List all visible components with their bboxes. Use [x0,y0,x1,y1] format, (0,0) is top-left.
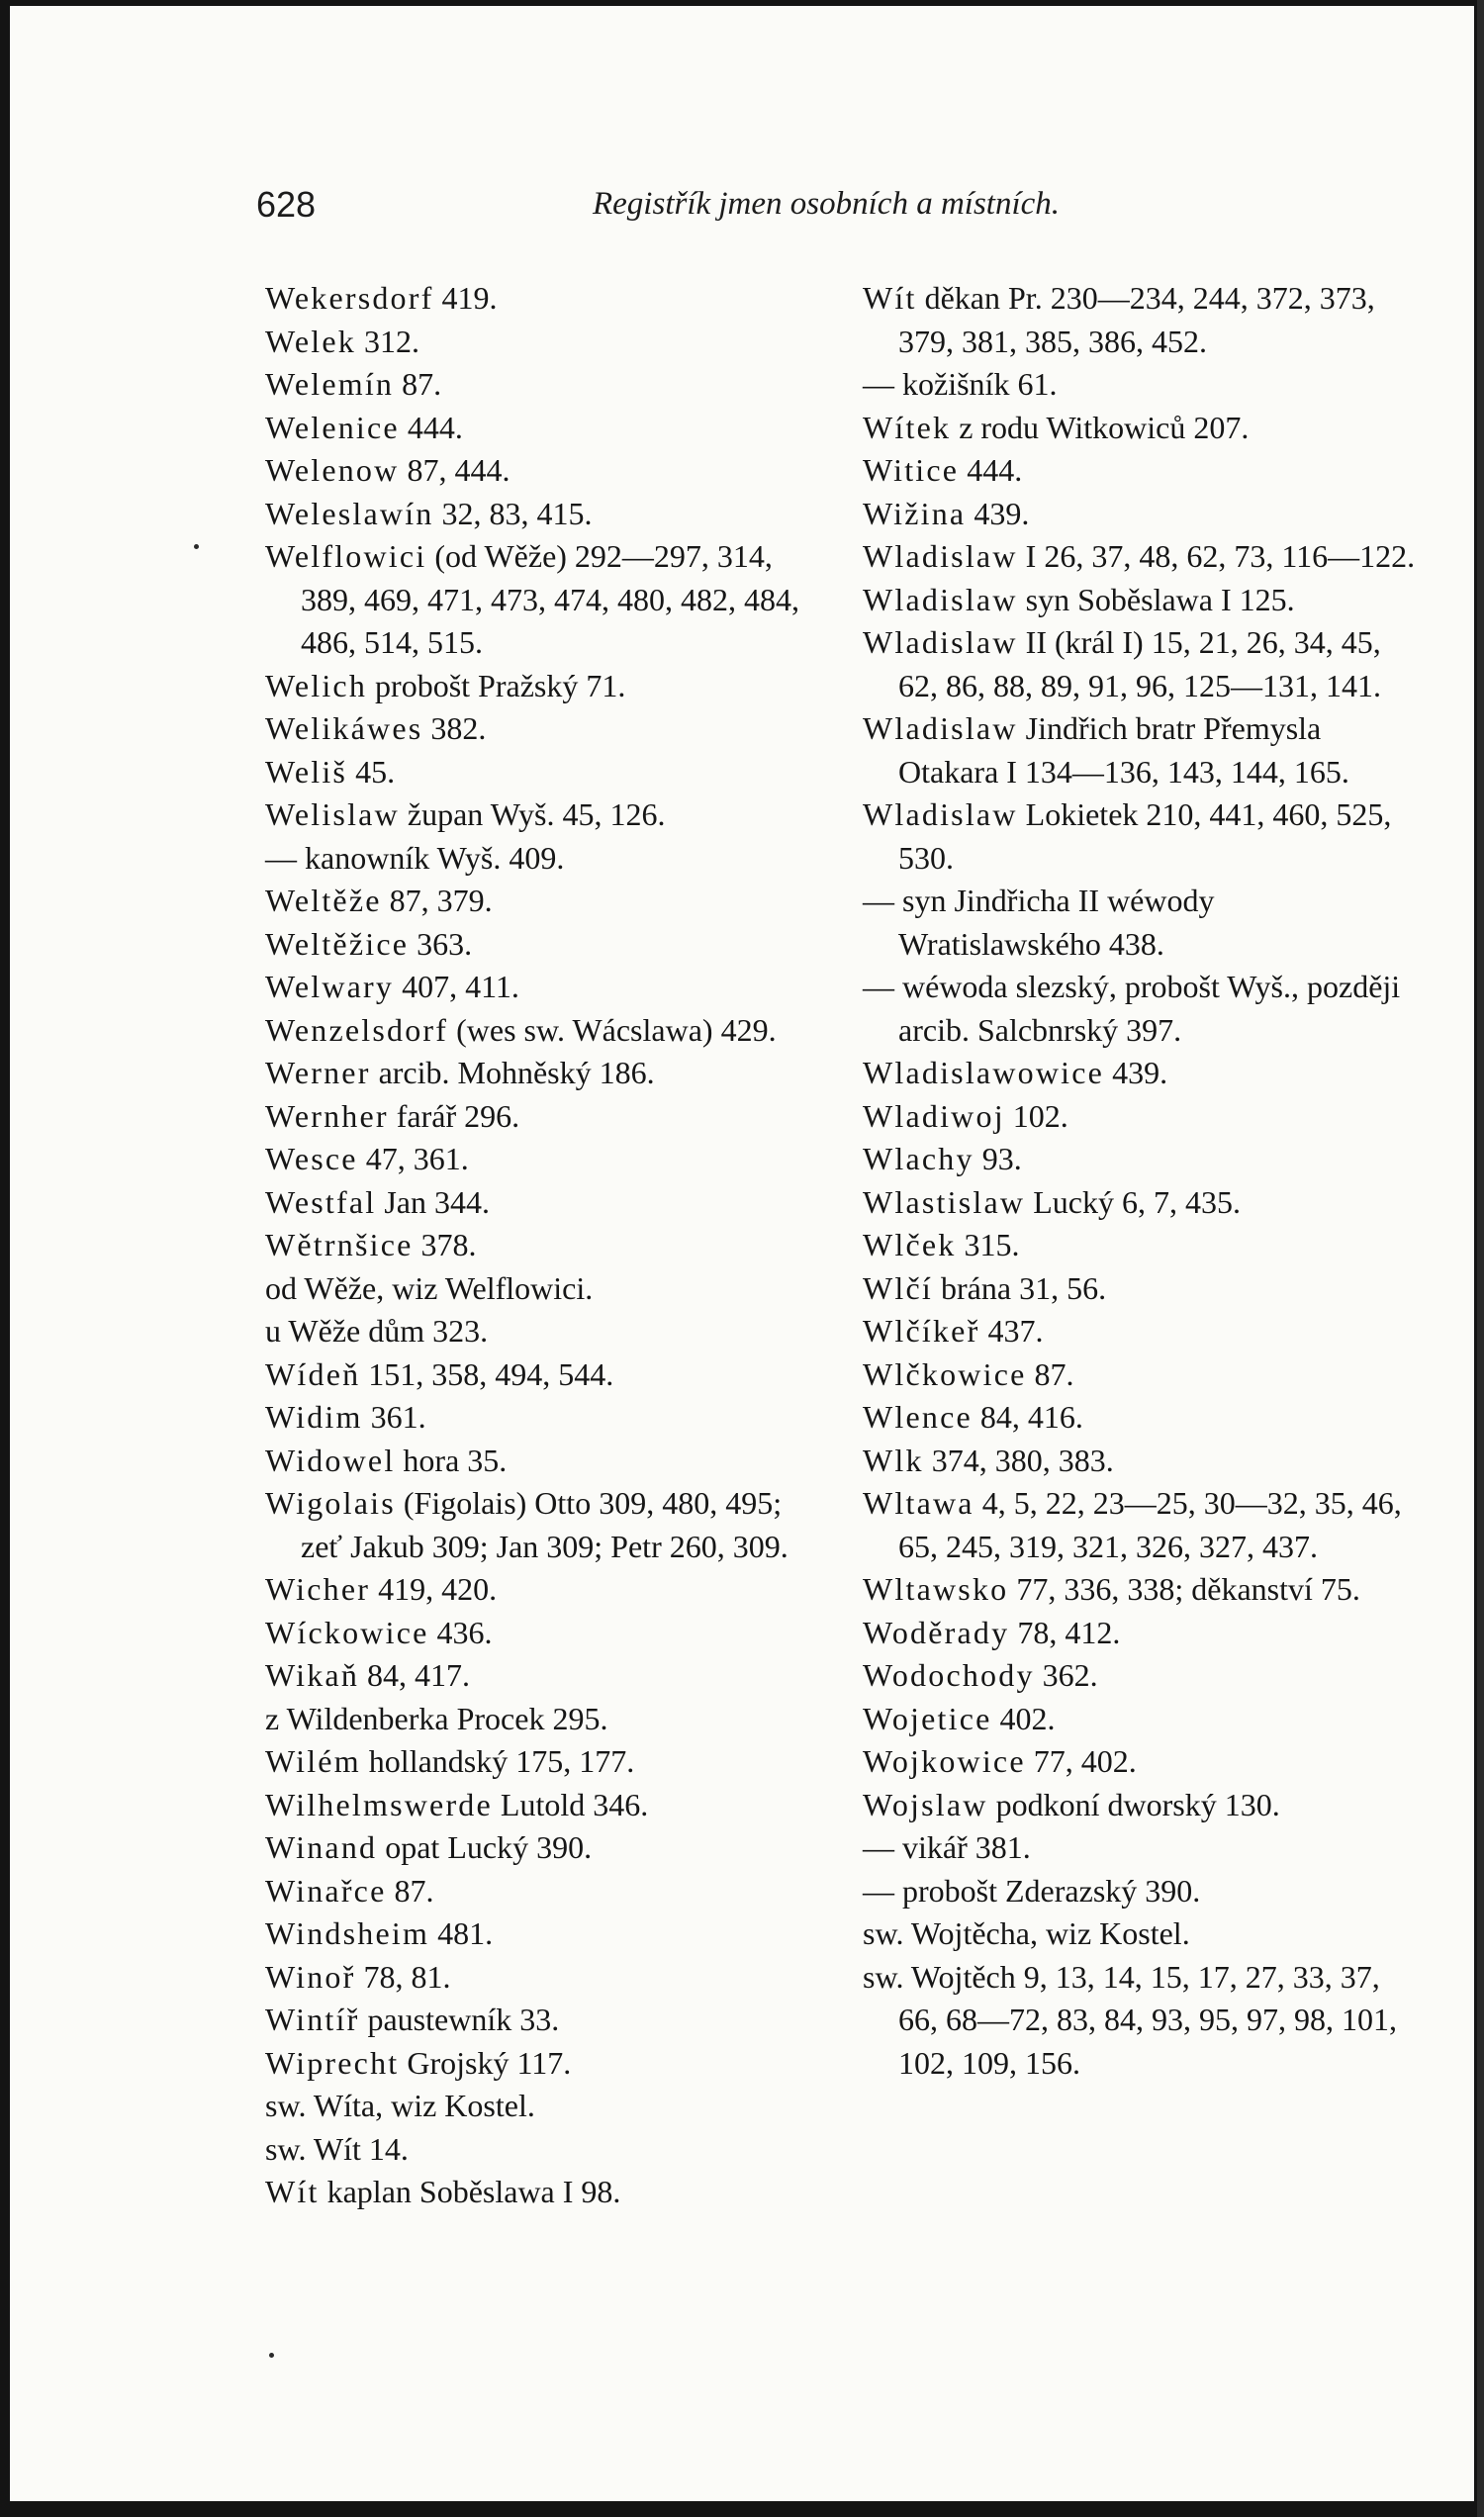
index-entry [265,1138,824,1181]
index-entry [265,1698,824,1741]
entry-references: — syn Jindřicha II wéwody Wratislawského 438. [863,883,1215,962]
page-header [256,184,1374,233]
entry-headword: Wladislaw [863,624,1018,660]
entry-references: 84, 417. [359,1657,471,1693]
index-entry [863,1482,1417,1568]
entry-headword: Welemín [265,366,395,402]
index-entry [863,1181,1417,1225]
entry-headword: Wladislaw [863,710,1018,746]
index-entry [265,1267,824,1311]
index-entry [265,793,824,837]
index-entry [265,1396,824,1440]
index-entry [863,1396,1417,1440]
entry-headword: Wintíř [265,2002,360,2037]
entry-references: arcib. Mohněský 186. [370,1055,655,1090]
entry-references: 402. [991,1700,1056,1736]
index-entry [265,1826,824,1870]
index-entry [265,966,824,1009]
entry-references: II (král I) 15, 21, 26, 34, 45, 62, 86, 88, 89, 91, 96, 125—131, 141. [898,624,1381,703]
entry-references: brána 31, 56. [933,1269,1107,1306]
index-entry [265,1784,824,1827]
entry-references: 312. [355,323,419,359]
entry-references: Jindřich bratr Přemysla Otakara I 134—136, 143, 144, 165. [898,710,1349,790]
index-entry [265,1353,824,1397]
index-entry [265,707,824,751]
index-entry [863,1740,1417,1784]
entry-references: podkoní dworský 130. [987,1786,1280,1822]
entry-references: 4, 5, 22, 23—25, 30—32, 35, 46, 65, 245, 319, 321, 326, 327, 437. [898,1485,1402,1564]
entry-references: u Wěže dům 323. [265,1313,489,1349]
entry-references: Jan 344. [376,1183,490,1220]
entry-headword: Welenice [265,409,400,445]
entry-headword: Woděrady [863,1614,1010,1650]
entry-references: z Wildenberka Procek 295. [265,1700,608,1736]
index-entry [265,1181,824,1225]
index-entry [265,535,824,665]
entry-references: hora 35. [395,1442,508,1478]
index-entry [863,1654,1417,1698]
entry-references: 84, 416. [972,1399,1083,1435]
index-entry [863,1784,1417,1827]
entry-headword: Wíckowice [265,1614,429,1650]
index-entry [863,1267,1417,1311]
entry-references: 419. [433,280,498,316]
index-entry [265,1482,824,1568]
entry-references: 481. [429,1915,494,1951]
entry-references: probošt Pražský 71. [367,667,626,703]
entry-references: 439. [1104,1055,1168,1090]
entry-references: Grojský 117. [399,2044,572,2081]
entry-references: 151, 358, 494, 544. [360,1355,614,1392]
entry-headword: Wenzelsdorf [265,1011,449,1048]
entry-headword: Weltěžice [265,925,410,962]
index-entry [863,1912,1417,1956]
index-entry [265,923,824,967]
index-entry [265,407,824,450]
index-entry [265,1568,824,1612]
entry-references: 93. [974,1141,1022,1176]
entry-headword: Wladislaw [863,538,1018,574]
index-entry [265,1999,824,2042]
entry-references: — vikář 381. [863,1829,1031,1865]
index-entry [863,363,1417,407]
entry-references: 87, 379. [381,883,493,918]
index-entry [265,2042,824,2086]
entry-references: župan Wyš. 45, 126. [399,796,666,832]
entry-headword: Winařce [265,1872,387,1909]
entry-headword: Wladislawowice [863,1055,1105,1090]
index-entry [863,966,1417,1052]
entry-headword: Wilém [265,1743,361,1779]
index-entry [265,1912,824,1956]
scan-edge [1477,0,1484,2517]
entry-references: 439. [966,495,1030,531]
entry-headword: Wídeň [265,1355,361,1392]
entry-headword: Wítek [863,409,952,445]
entry-references: 382. [422,710,487,746]
entry-headword: Welenow [265,452,400,488]
entry-references: Lucký 6, 7, 435. [1025,1183,1241,1220]
index-entry [863,1224,1417,1267]
entry-references: farář 296. [388,1097,520,1134]
index-entry [265,665,824,708]
entry-headword: Weliš [265,753,348,790]
entry-references: 87. [386,1872,434,1909]
index-entry [265,2171,824,2214]
entry-headword: Wít [265,2174,320,2209]
index-entry [265,1095,824,1139]
entry-references: Lokietek 210, 441, 460, 525, 530. [898,796,1392,876]
entry-references: 87. [1026,1355,1074,1392]
index-entry [265,1440,824,1483]
entry-headword: Wilhelmswerde [265,1786,493,1822]
entry-references: — probošt Zderazský 390. [863,1872,1201,1909]
speck-mark [269,2353,274,2358]
entry-headword: Wiprecht [265,2044,400,2081]
entry-references: 315. [956,1227,1020,1262]
entry-headword: Welflowici [265,538,427,574]
index-entry [863,1568,1417,1612]
entry-headword: Winand [265,1829,378,1865]
entry-headword: Weleslawín [265,495,434,531]
index-entry [265,1052,824,1095]
entry-references: sw. Wojtěcha, wiz Kostel. [863,1915,1190,1951]
entry-headword: Wltawa [863,1485,974,1521]
entry-references: 361. [362,1399,426,1435]
entry-headword: Wlastislaw [863,1183,1026,1220]
index-entry [863,1698,1417,1741]
index-entry [265,1009,824,1053]
index-entry [265,1740,824,1784]
entry-references: 419, 420. [370,1571,498,1607]
entry-headword: Wlčí [863,1269,933,1306]
index-entry [863,579,1417,622]
index-entry [265,493,824,536]
entry-headword: Wltawsko [863,1571,1009,1607]
entry-headword: Welich [265,667,368,703]
index-entry [265,449,824,493]
index-entry [863,707,1417,793]
entry-references: od Wěže, wiz Welflowici. [265,1269,594,1306]
entry-headword: Welwary [265,969,395,1004]
entry-headword: Wladislaw [863,796,1018,832]
entry-headword: Wlk [863,1442,924,1478]
index-entry [863,1956,1417,2086]
entry-headword: Werner [265,1055,371,1090]
page-number: 628 [256,184,317,225]
entry-references: — kanowník Wyš. 409. [265,839,565,876]
entry-headword: Weltěže [265,883,382,918]
entry-references: sw. Wojtěch 9, 13, 14, 15, 17, 27, 33, 37, 66, 68—72, 83, 84, 93, 95, 97, 98, 101, 102, 109, 156. [863,1958,1397,2081]
index-entry [265,1870,824,1913]
entry-references: 77, 402. [1025,1743,1137,1779]
entry-headword: Wojkowice [863,1743,1026,1779]
entry-references: Lutold 346. [492,1786,649,1822]
index-entry [265,1310,824,1353]
entry-references: — kožišník 61. [863,366,1058,402]
entry-references: 78, 81. [355,1958,451,1995]
entry-references: sw. Wít 14. [265,2130,409,2167]
entry-references: opat Lucký 390. [377,1829,593,1865]
entry-headword: Wlček [863,1227,957,1262]
entry-references: 87, 444. [399,452,510,488]
entry-references: 436. [428,1614,493,1650]
index-entry [863,1138,1417,1181]
entry-headword: Widim [265,1399,363,1435]
entry-headword: Wernher [265,1097,389,1134]
entry-headword: Witice [863,452,960,488]
entry-headword: Wesce [265,1141,358,1176]
entry-headword: Widowel [265,1442,396,1478]
entry-references: syn Soběslawa I 125. [1017,581,1295,617]
index-entry [265,751,824,794]
index-entry [863,1353,1417,1397]
entry-references: 78, 412. [1009,1614,1121,1650]
entry-headword: Wikaň [265,1657,360,1693]
entry-references: I 26, 37, 48, 62, 73, 116—122. [1017,538,1416,574]
index-entry [863,1310,1417,1353]
entry-references: 374, 380, 383. [923,1442,1114,1478]
entry-references: děkan Pr. 230—234, 244, 372, 373, 379, 381, 385, 386, 452. [898,280,1375,359]
entry-headword: Welek [265,323,356,359]
entry-headword: Wigolais [265,1485,396,1521]
entry-headword: Welikáwes [265,710,423,746]
entry-references: 47, 361. [357,1141,469,1176]
entry-headword: Westfal [265,1183,377,1220]
index-entry [863,621,1417,707]
index-entry [265,1956,824,2000]
index-entry [265,1224,824,1267]
index-entry [265,363,824,407]
entry-references: (wes sw. Wácslawa) 429. [448,1011,777,1048]
entry-references: 378. [413,1227,477,1262]
entry-headword: Wlčkowice [863,1355,1027,1392]
entry-references: — wéwoda slezský, probošt Wyš., později arcib. Salcbnrský 397. [863,969,1401,1048]
index-entry [863,1870,1417,1913]
entry-headword: Welislaw [265,796,400,832]
entry-headword: Wodochody [863,1657,1035,1693]
entry-references: 32, 83, 415. [433,495,593,531]
entry-references: paustewník 33. [359,2002,560,2037]
entry-headword: Wižina [863,495,967,531]
entry-references: (Figolais) Otto 309, 480, 495; zeť Jakub 309; Jan 309; Petr 260, 309. [301,1485,788,1564]
entry-references: z rodu Witkowiců 207. [951,409,1250,445]
index-entry [863,1095,1417,1139]
entry-references: 437. [979,1313,1044,1349]
entry-headword: Wicher [265,1571,371,1607]
entry-headword: Wladiwoj [863,1097,1005,1134]
entry-references: 363. [409,925,473,962]
index-entry [863,1052,1417,1095]
index-entry [863,407,1417,450]
index-entry [265,2128,824,2172]
entry-headword: Wojslaw [863,1786,988,1822]
entry-headword: Wojetice [863,1700,992,1736]
entry-references: 87. [394,366,442,402]
entry-references: (od Wěže) 292—297, 314, 389, 469, 471, 473, 474, 480, 482, 484, 486, 514, 515. [301,538,799,660]
entry-headword: Wlachy [863,1141,974,1176]
index-entry [863,493,1417,536]
index-entry [863,449,1417,493]
index-entry [265,2085,824,2128]
index-column-left [265,277,824,2214]
entry-headword: Winoř [265,1958,356,1995]
index-entry [265,1654,824,1698]
entry-headword: Wladislaw [863,581,1018,617]
speck-mark [194,544,199,549]
entry-references: 444. [959,452,1023,488]
index-entry [863,277,1417,363]
entry-headword: Windsheim [265,1915,430,1951]
index-entry [265,277,824,321]
entry-references: 102. [1004,1097,1068,1134]
entry-references: hollandský 175, 177. [360,1743,635,1779]
entry-headword: Wětrnšice [265,1227,414,1262]
index-entry [863,793,1417,880]
entry-references: 77, 336, 338; děkanství 75. [1008,1571,1360,1607]
index-entry [265,837,824,881]
entry-headword: Wít [863,280,917,316]
index-column-right [863,277,1417,2085]
entry-headword: Wekersdorf [265,280,434,316]
index-entry [265,880,824,923]
index-entry [863,535,1417,579]
index-entry [863,1612,1417,1655]
entry-references: 362. [1034,1657,1098,1693]
entry-references: 444. [399,409,463,445]
index-entry [265,321,824,364]
index-entry [863,1440,1417,1483]
index-entry [863,1826,1417,1870]
index-entry [863,880,1417,966]
entry-headword: Wlence [863,1399,973,1435]
entry-references: 45. [347,753,396,790]
entry-references: sw. Wíta, wiz Kostel. [265,2088,535,2123]
entry-references: 407, 411. [394,969,519,1004]
running-title: Registřík jmen osobních a místních. [593,186,1061,222]
entry-references: kaplan Soběslawa I 98. [319,2174,621,2209]
entry-headword: Wlčíkeř [863,1313,980,1349]
index-entry [265,1612,824,1655]
